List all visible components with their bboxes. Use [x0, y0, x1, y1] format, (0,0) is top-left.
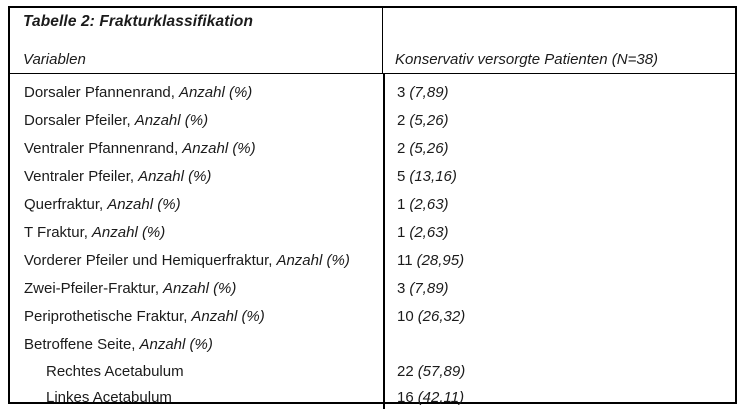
table-rows — [10, 74, 735, 409]
row-value-count: 2 — [397, 139, 406, 157]
row-label-anzahl: Anzahl (%) — [91, 223, 166, 241]
table-row — [10, 246, 735, 274]
row-label-anzahl: Anzahl (%) — [107, 195, 181, 213]
row-label-text: Dorsaler Pfannenrand, — [24, 83, 175, 101]
row-value-percent: (57,89) — [417, 363, 466, 380]
row-value-count: 1 — [397, 195, 406, 213]
row-value-percent: (2,63) — [409, 223, 449, 241]
row-label — [10, 224, 383, 241]
column-header-variablen: Variablen — [23, 51, 86, 68]
row-label-text: Dorsaler Pfeiler, — [24, 111, 131, 129]
table-row — [10, 78, 735, 106]
row-value-percent: (26,32) — [417, 307, 466, 325]
table-row — [10, 106, 735, 134]
row-value-count: 5 — [397, 167, 406, 185]
row-label-text: Querfraktur, — [24, 195, 104, 213]
row-value-percent: (42,11) — [417, 388, 465, 406]
row-value — [383, 389, 735, 406]
row-label — [10, 112, 383, 129]
row-label-anzahl: Anzahl (%) — [276, 251, 350, 269]
row-value — [383, 196, 735, 213]
row-label-text: T Fraktur, — [24, 223, 88, 241]
row-value-percent: (2,63) — [409, 195, 449, 213]
row-label-anzahl: Anzahl (%) — [182, 139, 256, 157]
table-row-sub — [10, 358, 735, 385]
table-header-row — [10, 8, 735, 74]
table-row — [10, 274, 735, 302]
row-label — [10, 252, 383, 269]
table-row-sub — [10, 385, 735, 409]
row-label-text: Rechtes Acetabulum — [46, 363, 184, 380]
row-label-text: Betroffene Seite, — [24, 335, 136, 353]
table-row — [10, 330, 735, 358]
row-label-anzahl: Anzahl (%) — [134, 111, 209, 129]
row-value-count: 11 — [397, 251, 413, 269]
row-label-anzahl: Anzahl (%) — [163, 279, 237, 297]
row-value-percent: (28,95) — [416, 251, 465, 269]
header-cell-variables — [10, 8, 383, 73]
column-header-patients: Konservativ versorgte Patienten (N=38) — [395, 51, 659, 68]
row-value — [383, 224, 735, 241]
header-cell-patients — [383, 8, 735, 73]
row-value — [383, 168, 735, 185]
row-label — [10, 168, 383, 185]
row-label-text: Ventraler Pfeiler, — [24, 167, 135, 185]
row-label-text: Linkes Acetabulum — [46, 388, 172, 406]
row-label-text: Zwei-Pfeiler-Fraktur, — [24, 279, 160, 297]
row-value — [383, 363, 735, 380]
table-row — [10, 134, 735, 162]
table-row — [10, 190, 735, 218]
table-title: Tabelle 2: Frakturklassifikation — [23, 13, 254, 30]
row-value-percent: (7,89) — [409, 83, 449, 101]
row-label — [10, 389, 383, 406]
row-label — [10, 84, 383, 101]
row-value-count: 10 — [397, 307, 414, 325]
row-value — [383, 84, 735, 101]
row-value — [383, 308, 735, 325]
table-row — [10, 302, 735, 330]
row-value-percent: (5,26) — [409, 139, 449, 157]
row-value-count: 3 — [397, 83, 406, 101]
table-body — [10, 74, 735, 409]
row-value-percent: (5,26) — [409, 111, 449, 129]
row-label-anzahl: Anzahl (%) — [191, 307, 265, 325]
row-label — [10, 196, 383, 213]
row-label — [10, 308, 383, 325]
row-value-percent: (13,16) — [409, 167, 457, 185]
row-value — [383, 280, 735, 297]
row-label-anzahl: Anzahl (%) — [178, 83, 253, 101]
row-value-count: 22 — [397, 363, 414, 380]
row-label-anzahl: Anzahl (%) — [139, 335, 213, 353]
row-value — [383, 140, 735, 157]
column-divider — [383, 74, 385, 409]
row-value-count: 2 — [397, 111, 406, 129]
row-label — [10, 363, 383, 380]
row-label-text: Ventraler Pfannenrand, — [24, 139, 179, 157]
table-row — [10, 218, 735, 246]
row-value — [383, 252, 735, 269]
row-value — [383, 336, 735, 353]
row-value-count: 1 — [397, 223, 406, 241]
row-label — [10, 140, 383, 157]
row-label-text: Vorderer Pfeiler und Hemiquerfraktur, — [24, 251, 273, 269]
fracture-classification-table — [8, 6, 737, 404]
row-value-percent: (7,89) — [409, 279, 449, 297]
row-value-count: 16 — [397, 388, 414, 406]
row-label — [10, 280, 383, 297]
row-label-text: Periprothetische Fraktur, — [24, 307, 188, 325]
row-label-anzahl: Anzahl (%) — [138, 167, 212, 185]
row-value — [383, 112, 735, 129]
table-row — [10, 162, 735, 190]
row-value-count: 3 — [397, 279, 406, 297]
row-label — [10, 336, 383, 353]
